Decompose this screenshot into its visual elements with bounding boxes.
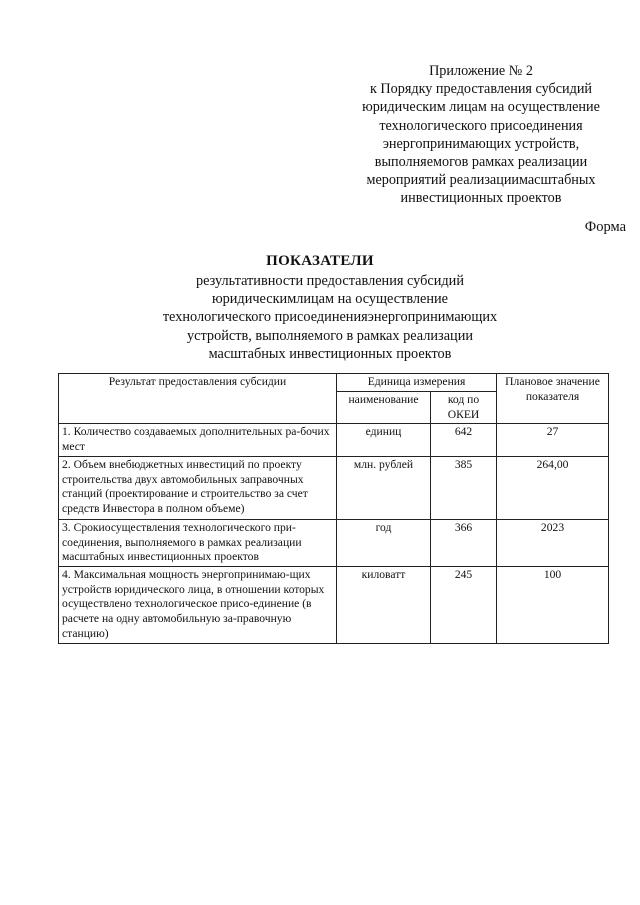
result-cell: 1. Количество создаваемых дополнительных ра-бочих мест (59, 424, 337, 456)
planned-value-cell: 264,00 (497, 456, 609, 519)
table-row (59, 519, 609, 566)
appendix-line: технологического присоединения (379, 117, 583, 134)
table-row (59, 424, 609, 456)
subtitle-line: масштабных инвестиционных проектов (208, 345, 452, 362)
table-row (59, 456, 609, 519)
result-cell: 4. Максимальная мощность энергопринимаю-щих устройств юридического лица, в отношении которых осуществлено технологическое присо-единение (в расчете на одну автомобильную за-правочную станцию) (59, 566, 337, 643)
subtitle-line: устройств, выполняемого в рамках реализации (187, 327, 473, 344)
appendix-header (340, 62, 622, 208)
indicators-table (58, 373, 609, 644)
unit-cell: год (337, 519, 431, 566)
okei-code-cell: 366 (431, 519, 497, 566)
result-cell: 2. Объем внебюджетных инвестиций по проекту строительства двух автомобильных заправочных станций (проектирование и строительство за счет средств Инвестора в полном объеме) (59, 456, 337, 519)
unit-cell: киловатт (337, 566, 431, 643)
appendix-line: инвестиционных проектов (400, 190, 562, 207)
okei-code-cell: 642 (431, 424, 497, 456)
appendix-line: к Порядку предоставления субсидий (369, 81, 593, 98)
appendix-line: выполняемогов рамках реализации (374, 154, 588, 171)
planned-value-cell: 100 (497, 566, 609, 643)
document-subtitle (110, 272, 550, 363)
result-cell: 3. Срокиосуществления технологического при-соединения, выполняемого в рамках реализации масштабных инвестиционных проектов (59, 519, 337, 566)
subtitle-line: результативности предоставления субсидий (196, 273, 464, 289)
appendix-line: юридическим лицам на осуществление (362, 99, 600, 116)
header-result: Результат предоставления субсидии (59, 374, 337, 424)
unit-cell: млн. рублей (337, 456, 431, 519)
subtitle-line: юридическимлицам на осуществление (211, 291, 449, 308)
planned-value-cell: 2023 (497, 519, 609, 566)
appendix-line: энергопринимающих устройств, (382, 135, 580, 152)
header-planned: Плановое значение показателя (497, 374, 609, 424)
subtitle-line: технологического присоединенияэнергопринимающих (162, 309, 498, 326)
appendix-line: мероприятий реализациимасштабных (366, 172, 596, 189)
unit-cell: единиц (337, 424, 431, 456)
okei-code-cell: 245 (431, 566, 497, 643)
document-title: ПОКАЗАТЕЛИ (266, 253, 374, 269)
header-unit-group: Единица измерения (337, 374, 497, 392)
table-row (59, 566, 609, 643)
form-label: Форма (584, 219, 626, 235)
header-unit-name: наименование (337, 392, 431, 424)
okei-code-cell: 385 (431, 456, 497, 519)
planned-value-cell: 27 (497, 424, 609, 456)
appendix-line: Приложение № 2 (429, 63, 533, 79)
header-okei-code: код по ОКЕИ (431, 392, 497, 424)
